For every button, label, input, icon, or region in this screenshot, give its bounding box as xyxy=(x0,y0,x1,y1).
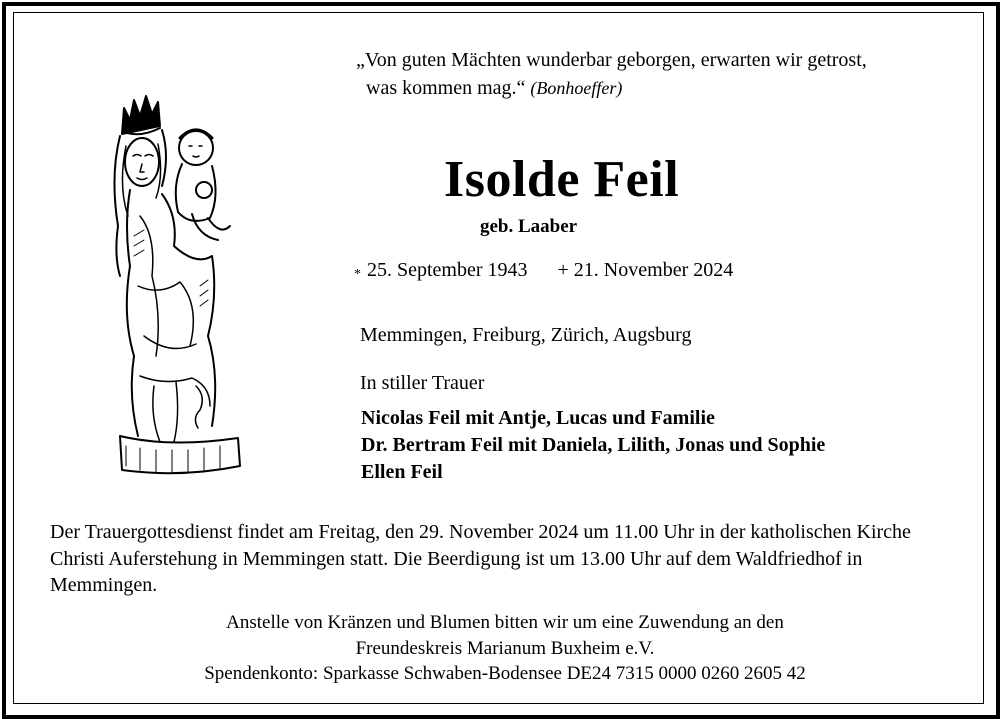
mourner-line: Nicolas Feil mit Antje, Lucas und Familie xyxy=(361,407,715,429)
mourners-list xyxy=(361,405,825,486)
quote-source: (Bonhoeffer) xyxy=(530,78,623,98)
death-date: + 21. November 2024 xyxy=(557,259,734,281)
birth-symbol: * xyxy=(354,267,361,282)
madonna-with-child-statue-icon xyxy=(100,86,250,486)
quote-line-1: „Von guten Mächten wunderbar geborgen, erwarten wir getrost, xyxy=(356,49,867,71)
funeral-service-info: Der Trauergottesdienst findet am Freitag, den 29. November 2024 um 11.00 Uhr in der katholischen Kirche Christi Auferstehung in Memmingen statt. Die Beerdigung ist um 13.00 Uhr auf dem Waldfriedhof in Memmingen. xyxy=(50,521,911,596)
born-name: geb. Laaber xyxy=(480,216,578,237)
places-of-life: Memmingen, Freiburg, Zürich, Augsburg xyxy=(360,324,692,346)
mourner-line: Dr. Bertram Feil mit Daniela, Lilith, Jonas und Sophie xyxy=(361,434,826,456)
donation-request xyxy=(50,610,960,687)
donation-line-3: Spendenkonto: Sparkasse Schwaben-Bodensee DE24 7315 0000 0260 2605 42 xyxy=(204,663,806,684)
life-dates xyxy=(354,259,733,283)
birth-date: 25. September 1943 xyxy=(367,259,528,281)
deceased-name: Isolde Feil xyxy=(444,151,680,208)
quote-line-2 xyxy=(356,74,867,102)
donation-line-1: Anstelle von Kränzen und Blumen bitten wir um eine Zuwendung an den xyxy=(226,612,784,633)
quote-text: was kommen mag.“ xyxy=(366,77,526,99)
donation-line-2: Freundeskreis Marianum Buxheim e.V. xyxy=(355,637,655,659)
mourner-line: Ellen Feil xyxy=(361,461,443,483)
grief-line: In stiller Trauer xyxy=(360,372,485,394)
bonhoeffer-quote xyxy=(356,46,867,102)
